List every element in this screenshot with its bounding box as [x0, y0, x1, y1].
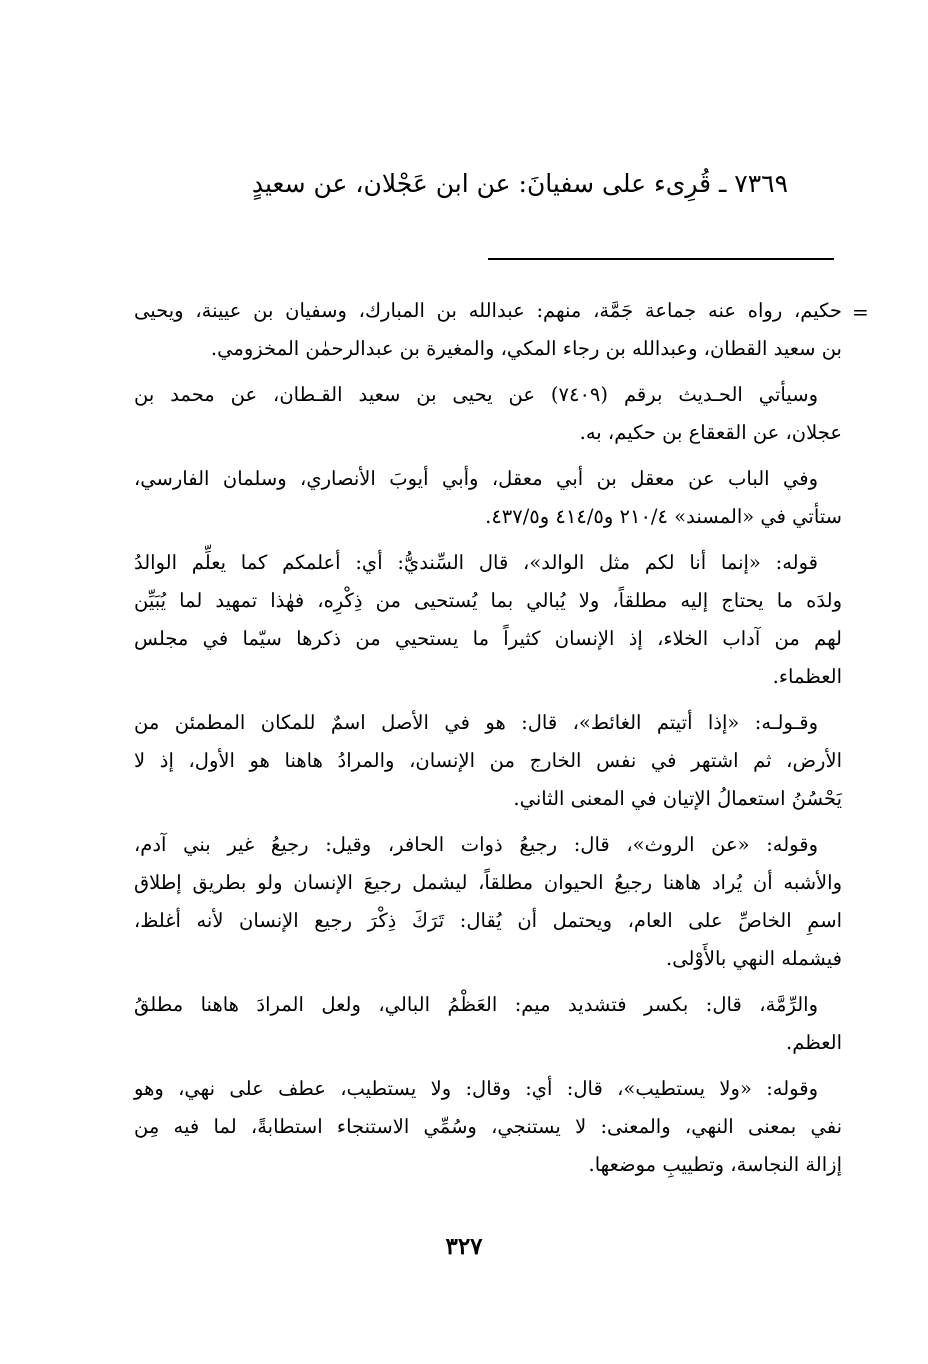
- footnote-line: والرِّمَّة، قال: بكسر فتشديد ميم: العَظْمُ البالي، ولعل المرادَ هاهنا مطلقُ: [134, 993, 818, 1016]
- footnote-paragraph: [134, 826, 842, 978]
- footnote-paragraph: [134, 544, 842, 696]
- footnote-line: وفي الباب عن معقل بن أبي معقل، وأبي أيوبَ الأنصاري، وسلمان الفارسي،: [134, 467, 818, 490]
- footnote-paragraph: [134, 986, 842, 1062]
- footnote-line: فيشمله النهي بالأَوْلى.: [666, 947, 842, 970]
- footnote-line: عجلان، عن القعقاع بن حكيم، به.: [579, 421, 842, 444]
- footnote-line: وقوله: «عن الروث»، قال: رجيعُ ذوات الحافر، وقيل: رجيعُ غير بني آدم،: [134, 833, 818, 856]
- footnote-line: نفي بمعنى النهي، والمعنى: لا يستنجي، وسُمِّي الاستنجاء استطابةً، لما فيه مِن: [134, 1115, 842, 1138]
- footnote-line: بن سعيد القطان، وعبدالله بن رجاء المكي، والمغيرة بن عبدالرحمٰن المخزومي.: [210, 337, 842, 360]
- footnote-line: والأشبه أن يُراد هاهنا رجيعُ الحيوان مطلقاً، ليشمل رجيعَ الإنسان ولو بطريق إطلاق: [134, 871, 842, 894]
- footnote-line: وسيأتي الحـديث برقم (٧٤٠٩) عن يحيى بن سعيد القـطان، عن محمد بن: [134, 383, 819, 406]
- page-number: ٣٢٧: [445, 1233, 483, 1260]
- footnote-paragraph: [134, 376, 842, 452]
- footnote-line: يَحْسُنُ استعمالُ الإتيان في المعنى الثاني.: [513, 787, 842, 810]
- footnote-line: العظم.: [786, 1031, 842, 1054]
- footnote-line: لهم من آداب الخلاء، إذ الإنسان كثيراً ما يستحيي من ذكرها سيّما في مجلس: [134, 627, 842, 650]
- footnote-line: ستأتي في «المسند» ٢١٠/٤ و٤١٤/٥ و٤٣٧/٥.: [485, 505, 842, 528]
- footnote-line: إزالة النجاسة، وتطييبِ موضعها.: [588, 1153, 842, 1176]
- footnote-line: قوله: «إنما أنا لكم مثل الوالد»، قال السِّنديُّ: أي: أعلمكم كما يعلِّم الوالدُ: [134, 551, 818, 574]
- footnote-line: الأرض، ثم اشتهر في نفس الخارج من الإنسان، والمرادُ هاهنا هو الأول، إذ لا: [134, 749, 842, 772]
- footnote-line: حكيم، رواه عنه جماعة جَمَّة، منهم: عبدالله بن المبارك، وسفيان بن عيينة، ويحيى: [134, 299, 842, 322]
- footnote-paragraph: [134, 1070, 842, 1184]
- footnote-paragraph: [134, 460, 842, 536]
- footnote-line: العظماء.: [772, 665, 842, 688]
- footnote-line: وقوله: «ولا يستطيب»، قال: أي: وقال: ولا يستطيب، عطف على نهي، وهو: [134, 1077, 818, 1100]
- footnote-paragraph: [134, 704, 842, 818]
- continuation-marker: =: [852, 300, 869, 324]
- footnotes: [134, 292, 842, 1192]
- footnote-line: اسمِ الخاصِّ على العام، ويحتمل أن يُقال: تَرَكَ ذِكْرَ رجيع الإنسان لأنه أغلظ،: [134, 909, 842, 932]
- footnote-line: ولدَه ما يحتاج إليه مطلقاً، ولا يُبالي بما يُستحيى من ذِكْرِه، فهٰذا تمهيد لما يُبَيِّن: [134, 589, 842, 612]
- footnote-separator: [488, 258, 834, 260]
- hadith-main-text: ٧٣٦٩ ـ قُرِىء على سفيانَ: عن ابن عَجْلان، عن سعيدٍ: [251, 169, 788, 198]
- footnote-paragraph: [134, 292, 842, 368]
- footnote-line: وقـولـه: «إذا أتيتم الغائط»، قال: هو في الأصل اسمٌ للمكان المطمئن من: [134, 711, 818, 734]
